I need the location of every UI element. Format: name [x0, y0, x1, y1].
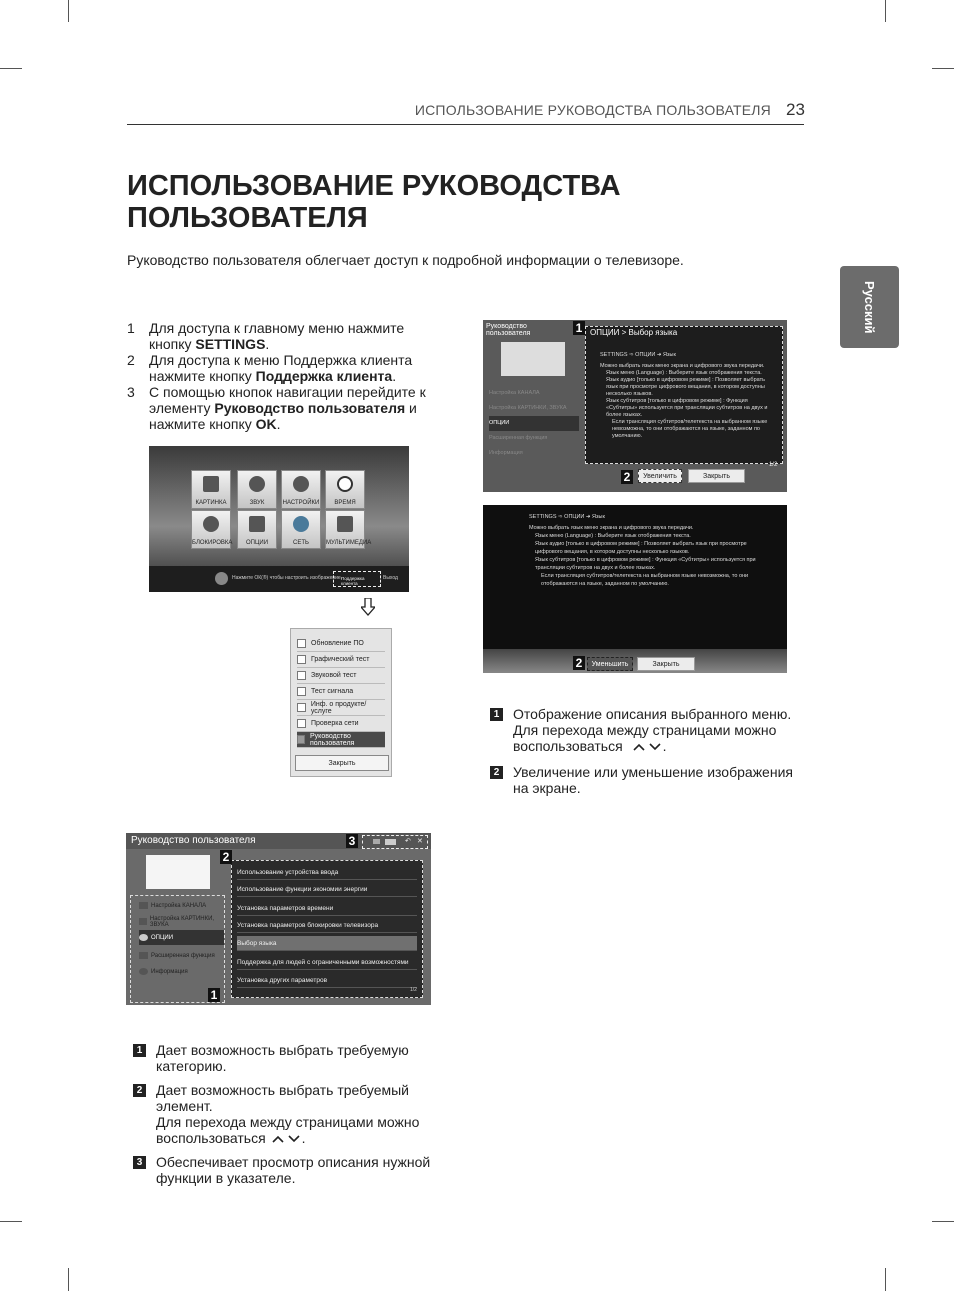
zoomed-description [529, 513, 769, 588]
description-pane [585, 326, 783, 464]
checkbox-icon [297, 671, 306, 680]
desc-bullet: Язык субтитров [только в цифровом режиме] : Функция «Субтитры» используется при трансляции субтитров на двух и более языках. [535, 557, 756, 571]
header-rule [127, 124, 804, 125]
category-item-selected[interactable] [139, 930, 224, 945]
note-text: Дает возможность выбрать требуемую категорию. [156, 1042, 409, 1074]
step-number: 1 [127, 320, 135, 336]
page-number: 23 [786, 100, 805, 119]
running-header: ИСПОЛЬЗОВАНИЕ РУКОВОДСТВА ПОЛЬЗОВАТЕЛЯ [414, 102, 771, 118]
support-menu-screenshot [290, 628, 392, 777]
tile-settings[interactable] [281, 470, 321, 509]
tile-multimedia[interactable] [325, 510, 372, 549]
side-item[interactable]: Настройка КАРТИНКИ, ЗВУКА [489, 405, 567, 411]
page-title [127, 170, 621, 234]
crop-mark [68, 0, 69, 22]
tile-network[interactable] [281, 510, 321, 549]
language-guide-screenshot [483, 320, 787, 492]
step-bold: Поддержка клиента [255, 368, 393, 384]
callout-badge: 1 [573, 321, 585, 335]
step-number: 3 [127, 384, 135, 400]
menu-item-label: Звуковой тест [311, 672, 357, 679]
support-highlight[interactable] [333, 571, 381, 587]
zoomed-guide-screenshot [483, 505, 787, 673]
crop-mark [68, 1268, 69, 1291]
checkbox-icon [297, 655, 306, 664]
note-badge: 2 [133, 1084, 146, 1097]
description-text [600, 352, 776, 440]
checkbox-icon [297, 639, 306, 648]
topic-item[interactable]: Использование функции экономии энергии [237, 882, 417, 897]
thumbnail [501, 342, 565, 376]
tile-label: СЕТЬ [293, 540, 309, 546]
category-item[interactable] [139, 914, 224, 929]
notes-right [490, 706, 805, 796]
index-icon[interactable] [373, 839, 380, 844]
tile-label: БЛОКИРОВКА [192, 540, 233, 546]
step-3 [127, 384, 447, 432]
menu-item-user-guide[interactable] [297, 732, 385, 748]
note-text: Увеличение или уменьшение изображения на экране. [513, 764, 793, 796]
tv-icon [203, 476, 219, 492]
tile-picture[interactable] [191, 470, 231, 509]
notes-left [133, 1042, 448, 1186]
category-label: Информация [151, 968, 188, 975]
checkbox-icon [297, 703, 306, 712]
note-2 [490, 764, 805, 796]
close-icon[interactable]: ✕ [417, 838, 423, 845]
intro-paragraph: Руководство пользователя облегчает доступ к подробной информации о телевизоре. [127, 252, 684, 268]
clock-icon [337, 476, 353, 492]
title-line-2: ПОЛЬЗОВАТЕЛЯ [127, 202, 368, 234]
topic-item[interactable]: Использование устройства ввода [237, 865, 417, 880]
note-text: Для перехода между страницами можно воспользоваться [156, 1114, 420, 1146]
chevron-down-icon [288, 1130, 300, 1146]
note-1 [133, 1042, 448, 1074]
hint-bar [149, 566, 409, 592]
topic-item[interactable]: Установка параметров блокировки телевизора [237, 918, 417, 933]
topic-item[interactable]: Поддержка для людей с ограниченными возможностями [237, 955, 417, 970]
callout-badge: 2 [621, 470, 633, 484]
gear-icon [139, 934, 148, 941]
thumbnail [146, 855, 210, 889]
note-1 [490, 706, 805, 754]
topic-item[interactable]: Установка других параметров [237, 973, 417, 988]
category-label: Настройка КАНАЛА [151, 902, 207, 909]
note-text: Отображение описания выбранного меню. Для перехода между страницами можно воспользоваться [513, 706, 792, 754]
note-badge: 2 [490, 766, 503, 779]
step-number: 2 [127, 352, 135, 368]
tile-sound[interactable] [237, 470, 277, 509]
callout-badge: 2 [573, 656, 585, 670]
checkbox-icon [297, 687, 306, 696]
menu-item-update[interactable] [297, 636, 385, 652]
side-item[interactable]: Расширенная функция [489, 435, 548, 441]
menu-item-signal-test[interactable] [297, 684, 385, 700]
tile-label: НАСТРОЙКИ [282, 500, 320, 506]
crop-mark [885, 0, 886, 22]
close-button[interactable]: Закрыть [688, 469, 745, 483]
desc-note: Если трансляция субтитров/телетекста на выбранном языке невозможна, то они отображаются на языке, заданном по умолчанию. [541, 573, 749, 587]
checkbox-icon [297, 719, 306, 728]
category-item[interactable] [139, 948, 224, 963]
close-button[interactable]: Закрыть [637, 657, 695, 671]
crop-mark [0, 68, 22, 69]
support-label: Поддержка клиента [341, 576, 365, 586]
tile-options[interactable] [237, 510, 277, 549]
toolbar-icons[interactable] [362, 835, 428, 849]
category-item[interactable] [139, 898, 224, 913]
arrow-down-icon [361, 598, 375, 616]
note-end: . [662, 738, 667, 754]
note-badge: 1 [490, 708, 503, 721]
speaker-icon [249, 476, 265, 492]
close-button[interactable]: Закрыть [295, 755, 389, 771]
tile-label: ЗВУК [249, 500, 265, 506]
category-label: Настройка КАРТИНКИ, ЗВУКА [149, 915, 215, 928]
menu-item-label: Графический тест [311, 656, 370, 663]
menu-item-label: Инф. о продукте/услуге [310, 700, 367, 715]
menu-item-network-test[interactable] [297, 716, 385, 732]
step-text: и нажмите кнопку [149, 400, 417, 432]
desc-bullet: Язык субтитров [только в цифровом режиме] : Функция «Субтитры» используется при трансляции субтитров на двух и более языках. [606, 398, 768, 418]
side-menu [489, 386, 579, 461]
globe-icon [293, 516, 309, 532]
desc-intro: Можно выбрать язык меню экрана и цифрового звука передачи. [600, 363, 765, 369]
tile-label: ОПЦИИ [245, 540, 269, 546]
tile-time[interactable] [325, 470, 365, 509]
hint-text: Нажмите ОК(®) чтобы настроить изображение. [232, 575, 343, 581]
crop-mark [885, 1268, 886, 1291]
chevron-up-icon [633, 738, 645, 754]
step-end: . [392, 368, 397, 384]
category-panel [130, 895, 225, 1003]
title-line-1: ИСПОЛЬЗОВАНИЕ РУКОВОДСТВА [127, 170, 621, 202]
briefcase-icon [249, 516, 265, 532]
info-icon [139, 968, 148, 975]
desc-bullet: Язык меню (Language) : Выберите язык отображения текста. [606, 370, 762, 376]
menu-item-label: Тест сигнала [311, 688, 354, 695]
menu-item-label: Обновление ПО [311, 640, 364, 647]
button-bar [483, 649, 787, 673]
menu-item-sound-test[interactable] [297, 668, 385, 684]
back-icon[interactable]: ↶ [405, 838, 411, 845]
step-text: С помощью кнопок навигации перейдите к элементу [149, 384, 426, 416]
desc-note: Если трансляция субтитров/телетекста на выбранном языке невозможна, то они отображаются на языке, заданном по умолчанию. [612, 419, 768, 439]
chevron-down-icon [649, 738, 661, 754]
note-text: Дает возможность выбрать требуемый элемент. [156, 1082, 410, 1114]
settings-icon [139, 918, 147, 925]
step-bold: SETTINGS [195, 336, 266, 352]
step-text: Для доступа к меню Поддержка клиента нажмите кнопку [149, 352, 413, 384]
tv-icon [139, 902, 148, 909]
tile-label: ВРЕМЯ [334, 500, 356, 506]
folder-icon[interactable] [385, 839, 396, 845]
desc-bullet: Язык аудио [только в цифровом режиме] : Позволяет выбрать язык при просмотре цифрового вещания, в котором доступны несколько языков. [606, 377, 765, 397]
settings-path: SETTINGS ➾ ОПЦИИ ➜ Язык [600, 352, 676, 358]
category-label: ОПЦИИ [151, 934, 174, 941]
desc-bullet: Язык аудио [только в цифровом режиме] : Позволяет выбрать язык при просмотре цифрового вещания, в котором доступны несколько языков. [535, 541, 747, 555]
settings-path: SETTINGS ➾ ОПЦИИ ➜ Язык [529, 514, 605, 520]
desc-bullet: Язык меню (Language) : Выберите язык отображения текста. [535, 533, 691, 539]
lock-icon [203, 516, 219, 532]
side-item-selected[interactable]: ОПЦИИ [489, 416, 579, 431]
callout-badge: 1 [208, 988, 220, 1002]
side-item[interactable]: Информация [489, 450, 523, 456]
tile-label: МУЛЬТИМЕДИА [326, 540, 372, 546]
book-icon [297, 735, 305, 744]
step-end: . [265, 336, 270, 352]
remote-wheel-icon [215, 572, 228, 585]
zoom-out-button[interactable]: Уменьшить [587, 657, 633, 671]
function-icon [139, 952, 148, 959]
topic-item-selected[interactable]: Выбор языка [237, 936, 417, 951]
step-bold: Руководство пользователя [214, 400, 406, 416]
side-item[interactable]: Настройка КАНАЛА [489, 390, 540, 396]
callout-badge: 3 [346, 834, 358, 848]
desc-intro: Можно выбрать язык меню экрана и цифрового звука передачи. [529, 525, 694, 531]
step-1 [127, 320, 447, 352]
steps-list [127, 320, 447, 432]
topic-item[interactable]: Установка параметров времени [237, 901, 417, 916]
note-text: Обеспечивает просмотр описания нужной функции в указателе. [156, 1154, 431, 1186]
zoom-in-button[interactable]: Увеличить [638, 469, 682, 483]
category-label: Расширенная функция [151, 952, 215, 959]
menu-item-label: Руководство пользователя [310, 732, 355, 747]
guide-title: Руководство пользователя [131, 835, 256, 846]
step-text: Для доступа к главному меню нажмите кнопку [149, 320, 405, 352]
note-2 [133, 1082, 448, 1146]
step-bold: OK [255, 416, 277, 432]
chevron-up-icon [272, 1130, 284, 1146]
guide-main-screenshot [126, 833, 431, 1005]
crop-mark [0, 1221, 22, 1222]
home-menu-screenshot [149, 446, 409, 592]
page-indicator: 1/2 [769, 462, 778, 468]
page-indicator: 1/2 [410, 987, 417, 993]
callout-badge: 2 [220, 850, 232, 864]
disc-icon [293, 476, 309, 492]
note-badge: 3 [133, 1156, 146, 1169]
note-end: . [301, 1130, 306, 1146]
menu-item-label: Проверка сети [311, 720, 359, 727]
breadcrumb: ОПЦИИ > Выбор языка [590, 328, 678, 337]
note-badge: 1 [133, 1044, 146, 1057]
crop-mark [932, 1221, 954, 1222]
step-2 [127, 352, 447, 384]
step-end: . [276, 416, 281, 432]
photos-icon [337, 516, 353, 532]
guide-side-title: Руководство пользователя [486, 323, 531, 337]
topic-list [231, 860, 423, 998]
note-3 [133, 1154, 448, 1186]
menu-item-product-info[interactable] [297, 700, 385, 716]
category-item[interactable] [139, 964, 224, 979]
crop-mark [932, 68, 954, 69]
menu-item-picture-test[interactable] [297, 652, 385, 668]
tile-lock[interactable] [191, 510, 231, 549]
tile-label: КАРТИНКА [195, 500, 227, 506]
exit-label: Выход [383, 575, 398, 581]
language-tab: Русский [840, 266, 899, 348]
